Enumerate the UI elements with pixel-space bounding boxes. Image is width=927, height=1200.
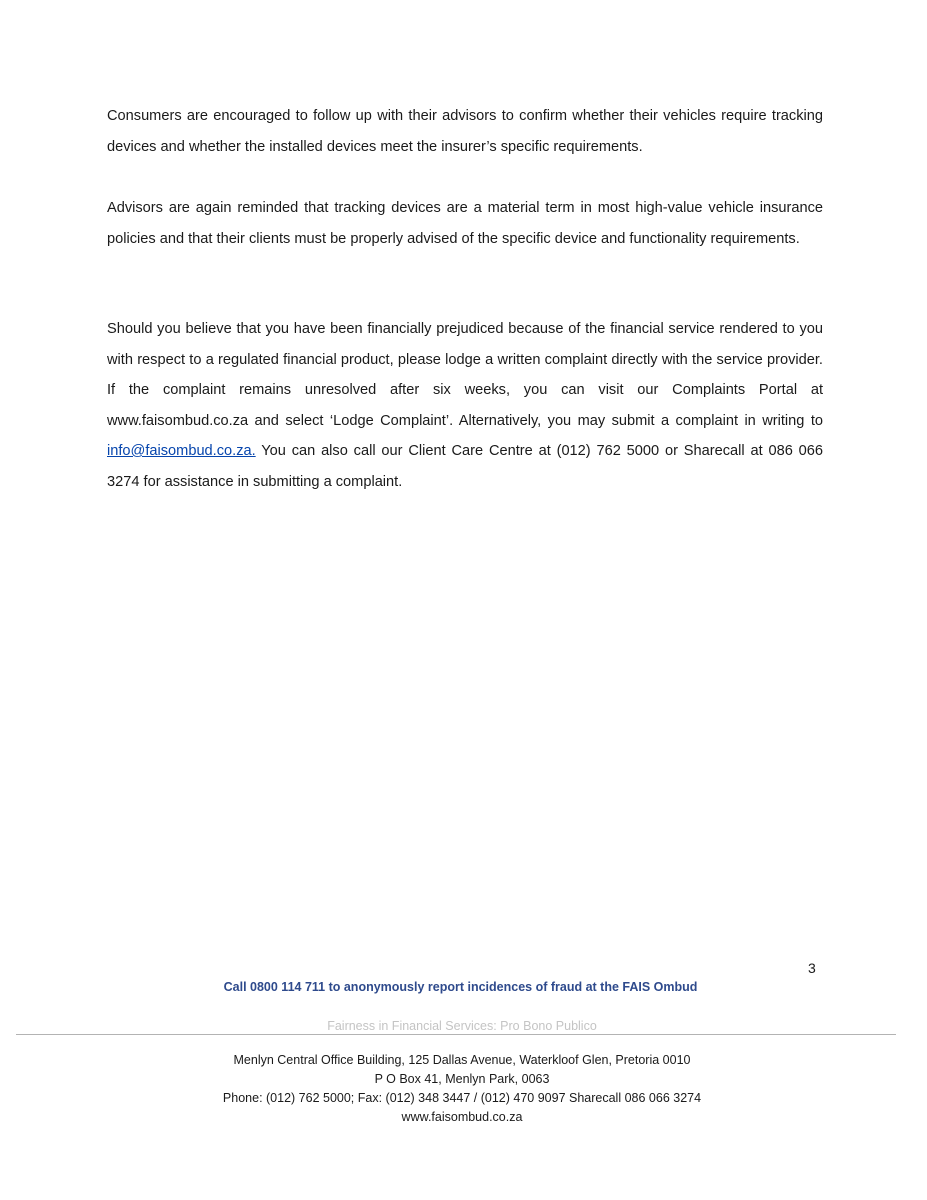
footer-divider [16, 1034, 896, 1035]
email-link[interactable]: info@faisombud.co.za. [107, 443, 256, 459]
paragraph-complaints [107, 314, 823, 497]
website-text: www.faisombud.co.za [401, 1110, 523, 1124]
paragraph-complaints-text-end: You can also call our Client Care Centre at (012) 762 5000 or Sharecall at 086 066 3274 for assistance in submitting a complaint. [107, 443, 823, 490]
address-line-po-box: P O Box 41, Menlyn Park, 0063 [374, 1072, 550, 1086]
paragraph-consumers [107, 101, 823, 162]
footer-address-block [0, 1051, 927, 1127]
paragraph-advisors [107, 193, 823, 254]
contact-line: Phone: (012) 762 5000; Fax: (012) 348 3447 / (012) 470 9097 Sharecall 086 066 3274 [222, 1091, 702, 1105]
fraud-hotline-notice: Call 0800 114 711 to anonymously report incidences of fraud at the FAIS Ombud [223, 980, 698, 994]
footer-tagline: Fairness in Financial Services: Pro Bono Publico [327, 1019, 597, 1033]
address-line-street: Menlyn Central Office Building, 125 Dallas Avenue, Waterkloof Glen, Pretoria 0010 [233, 1053, 691, 1067]
paragraph-complaints-text [107, 314, 823, 497]
paragraph-consumers-text: Consumers are encouraged to follow up with their advisors to confirm whether their vehicles require tracking devices and whether the installed devices meet the insurer’s specific requirements. [107, 108, 823, 155]
paragraph-advisors-text: Advisors are again reminded that tracking devices are a material term in most high-value vehicle insurance policies and that their clients must be properly advised of the specific device and functionality requirements. [107, 200, 823, 247]
page-number: 3 [808, 960, 816, 976]
paragraph-complaints-text-start: Should you believe that you have been financially prejudiced because of the financial service rendered to you with respect to a regulated financial product, please lodge a written complaint directly with the service provider. If the complaint remains unresolved after six weeks, you can visit our Complaints Portal at www.faisombud.co.za and select ‘Lodge Complaint’. Alternatively, you may submit a complaint in writing to [107, 321, 823, 429]
